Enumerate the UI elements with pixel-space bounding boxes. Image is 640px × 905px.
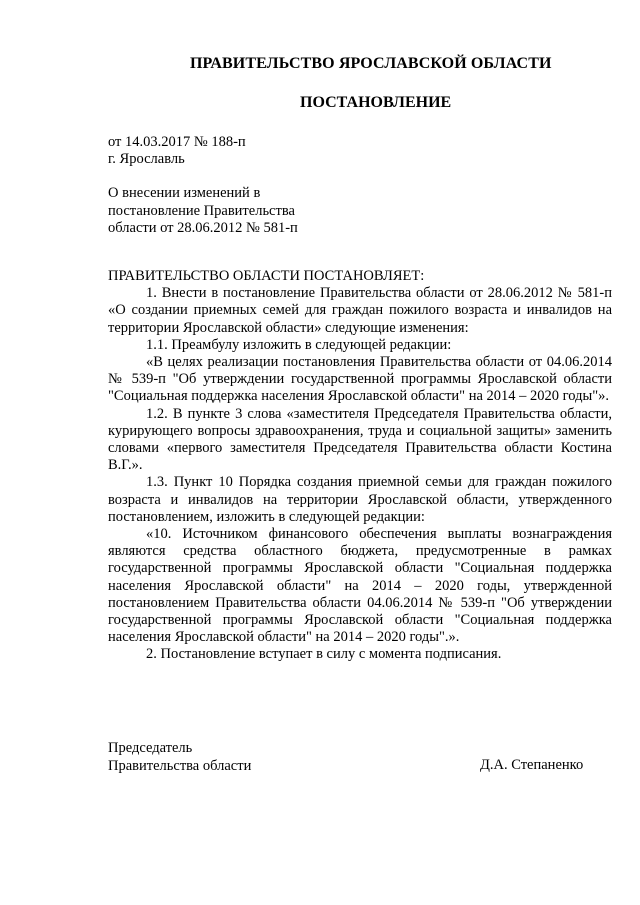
body-paragraph: 1.1. Преамбулу изложить в следующей редакции:: [146, 336, 452, 353]
government-header: ПРАВИТЕЛЬСТВО ЯРОСЛАВСКОЙ ОБЛАСТИ: [190, 55, 552, 72]
body-paragraph: «10. Источником финансового обеспечения выплаты вознаграждения являются средства областного бюджета, предусмотренные в рамках государственной программы Ярославской области "Социальная поддержка населения Ярославской области" на 2014 – 2020 годы, утвержденной постановлением Правительства области 04.06.2014 № 539-п "Об утверждении государственной программы Ярославской области "Социальная поддержка населения Ярославской области" на 2014 – 2020 годы".».: [108, 526, 612, 646]
body-paragraph: «В целях реализации постановления Правительства области от 04.06.2014 № 539-п "Об утверждении государственной программы Ярославской области "Социальная поддержка населения Ярославской области" на 2014 – 2020 годы"».: [108, 354, 612, 405]
signatory-title: [108, 740, 251, 775]
document-type-title: ПОСТАНОВЛЕНИЕ: [300, 94, 452, 111]
subject-line: постановление Правительства: [108, 202, 295, 219]
document-date-number: от 14.03.2017 № 188-п: [108, 134, 246, 150]
resolve-statement: ПРАВИТЕЛЬСТВО ОБЛАСТИ ПОСТАНОВЛЯЕТ:: [108, 268, 425, 284]
document-subject: [108, 185, 298, 238]
body-paragraph: 1. Внести в постановление Правительства области от 28.06.2012 № 581-п «О создании приемных семей для граждан пожилого возраста и инвалидов на территории Ярославской области» следующие изменения:: [108, 285, 612, 336]
body-paragraph: 1.2. В пункте 3 слова «заместителя Председателя Правительства области, курирующего вопросы здравоохранения, труда и социальной защиты» заменить словами «первого заместителя Председателя Правительства области Костина В.Г.».: [108, 405, 612, 474]
document-city: г. Ярославль: [108, 151, 185, 167]
subject-line: О внесении изменений в: [108, 185, 261, 201]
signatory-name: Д.А. Степаненко: [480, 757, 584, 773]
signatory-title-line: Правительства области: [108, 757, 252, 774]
subject-line: области от 28.06.2012 № 581-п: [108, 220, 298, 236]
signatory-title-line: Председатель: [108, 740, 193, 756]
body-paragraph: 1.3. Пункт 10 Порядка создания приемной семьи для граждан пожилого возраста и инвалидов на территории Ярославской области, утвержденного постановлением, изложить в следующей редакции:: [108, 474, 612, 525]
body-paragraph: 2. Постановление вступает в силу с момента подписания.: [146, 646, 502, 663]
document-body: [108, 268, 612, 664]
